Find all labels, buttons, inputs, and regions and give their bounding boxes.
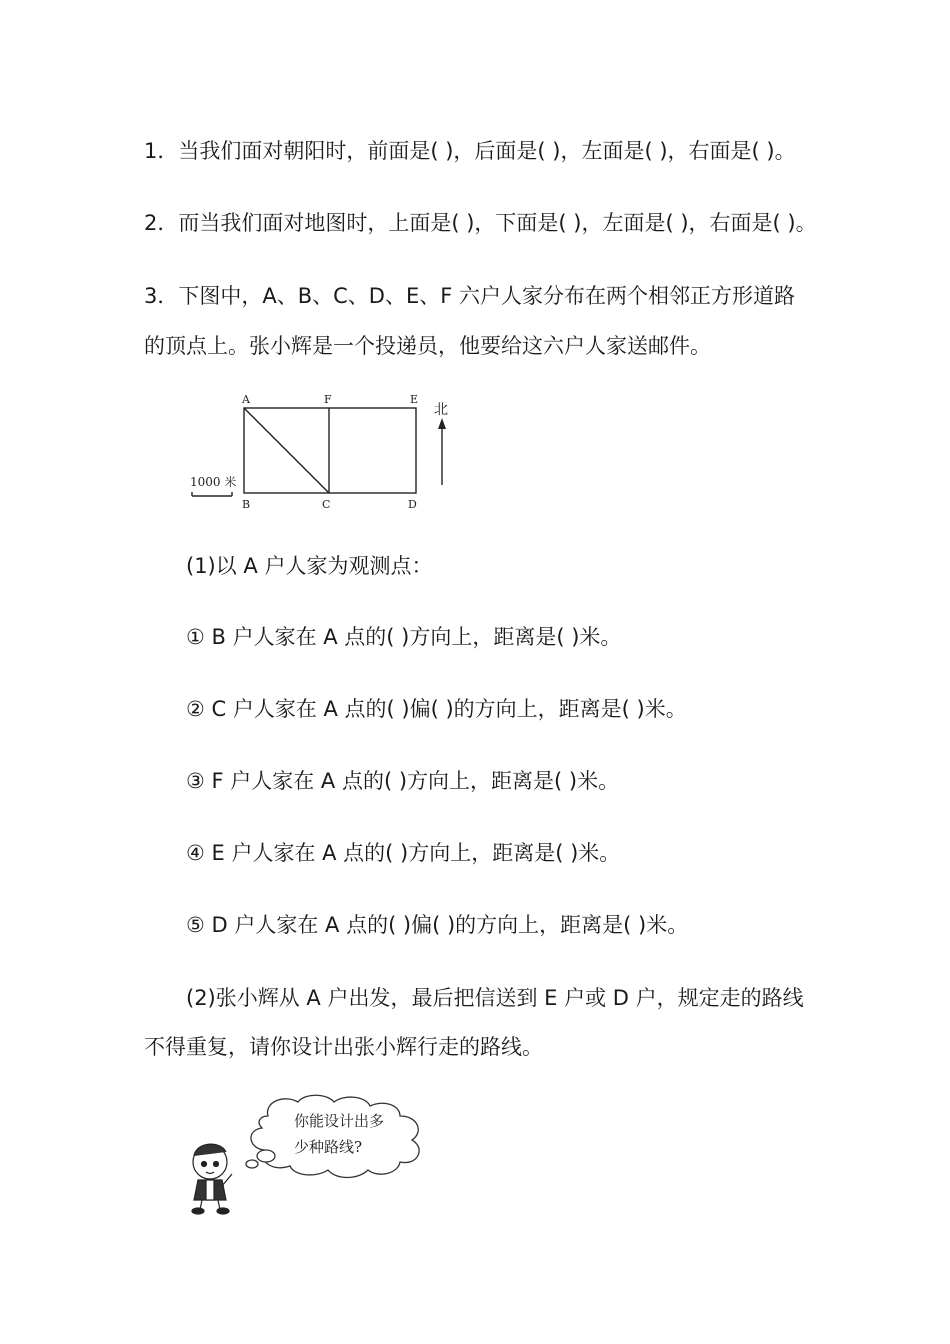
label-d: D xyxy=(408,498,417,511)
question-1: 1．当我们面对朝阳时，前面是( )，后面是( )，左面是( )，右面是( )。 xyxy=(144,139,796,163)
part-1-item-3: ③ F 户人家在 A 点的( )方向上，距离是( )米。 xyxy=(186,769,620,793)
thought-bubble xyxy=(246,1095,419,1177)
part-1-item-5: ⑤ D 户人家在 A 点的( )偏( )的方向上，距离是( )米。 xyxy=(186,913,689,937)
label-c: C xyxy=(322,498,331,511)
question-3-line-2: 的顶点上。张小辉是一个投递员，他要给这六户人家送邮件。 xyxy=(144,334,711,358)
road-ac-diagonal xyxy=(244,408,329,493)
label-b: B xyxy=(242,498,251,511)
question-2: 2．而当我们面对地图时，上面是( )，下面是( )，左面是( )，右面是( )。 xyxy=(144,211,817,235)
road-outline xyxy=(244,408,416,493)
scale-label: 1000 米 xyxy=(190,475,237,489)
part-1-item-1: ① B 户人家在 A 点的( )方向上，距离是( )米。 xyxy=(186,625,622,649)
label-e: E xyxy=(410,393,419,406)
north-label: 北 xyxy=(434,402,448,418)
part-2-line-2: 不得重复，请你设计出张小辉行走的路线。 xyxy=(144,1035,543,1059)
cartoon-illustration xyxy=(186,1092,466,1217)
part-1-item-2: ② C 户人家在 A 点的( )偏( )的方向上，距离是( )米。 xyxy=(186,697,687,721)
north-arrow-head xyxy=(438,418,446,429)
road-map-diagram xyxy=(184,388,474,520)
label-f: F xyxy=(324,393,332,406)
thinking-boy-figure xyxy=(192,1144,232,1214)
part-1-heading: (1)以 A 户人家为观测点： xyxy=(186,554,433,578)
bubble-text-line-1: 你能设计出多 xyxy=(294,1112,385,1130)
label-a: A xyxy=(242,393,250,406)
bubble-text-line-2: 少种路线? xyxy=(294,1138,363,1156)
part-1-item-4: ④ E 户人家在 A 点的( )方向上，距离是( )米。 xyxy=(186,841,621,865)
part-2-line-1: (2)张小辉从 A 户出发，最后把信送到 E 户或 D 户，规定走的路线 xyxy=(186,986,804,1010)
question-3-line-1: 3．下图中，A、B、C、D、E、F 六户人家分布在两个相邻正方形道路 xyxy=(144,284,795,308)
